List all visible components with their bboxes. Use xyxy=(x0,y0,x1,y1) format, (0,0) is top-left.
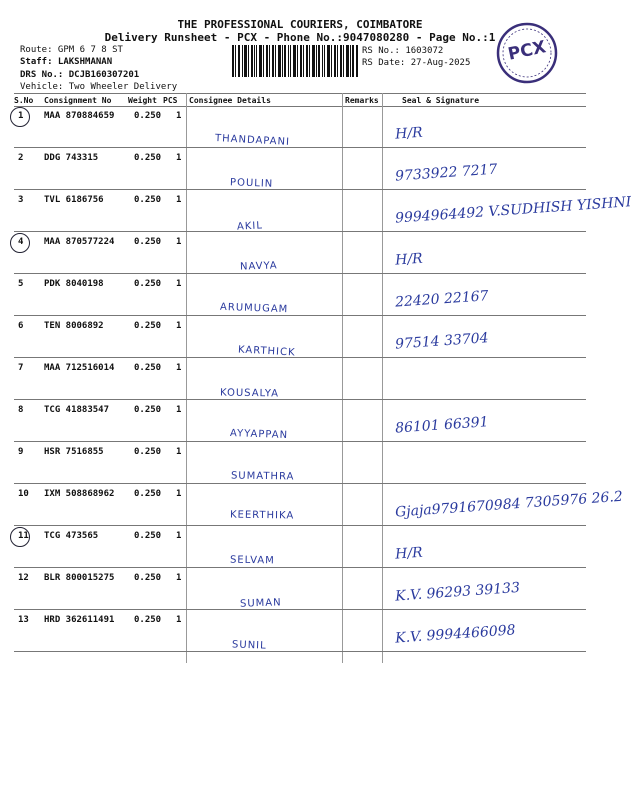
row-pcs: 1 xyxy=(176,321,182,331)
row-consignment-no: IXM 508868962 xyxy=(44,489,115,499)
row-divider xyxy=(14,147,586,148)
row-sno: 3 xyxy=(18,195,24,205)
row-sno: 7 xyxy=(18,363,24,373)
row-pcs: 1 xyxy=(176,573,182,583)
row-divider xyxy=(14,525,586,526)
rs-date: RS Date: 27-Aug-2025 xyxy=(362,58,471,68)
table-top-line xyxy=(14,93,586,94)
drs-number: DRS No.: DCJB160307201 xyxy=(20,70,140,80)
row-consignment-no: DDG 743315 xyxy=(44,153,99,163)
row-signature: K.V. 9994466098 xyxy=(394,622,517,647)
row-consignee-name: POULIN xyxy=(229,177,274,190)
row-pcs: 1 xyxy=(176,531,182,541)
row-weight: 0.250 xyxy=(134,111,162,121)
company-name: THE PROFESSIONAL COURIERS, COIMBATORE xyxy=(177,18,423,31)
row-consignee-name: SUNIL xyxy=(231,639,267,652)
row-consignee-name: KEERTHIKA xyxy=(229,509,295,522)
col-remarks: Remarks xyxy=(345,96,379,105)
row-weight: 0.250 xyxy=(134,321,162,331)
col-consignment: Consignment No xyxy=(44,96,112,105)
row-pcs: 1 xyxy=(176,363,182,373)
row-pcs: 1 xyxy=(176,153,182,163)
col-divider xyxy=(382,93,383,663)
row-consignee-name: SUMAN xyxy=(239,597,282,610)
row-divider xyxy=(14,609,586,610)
row-weight: 0.250 xyxy=(134,279,162,289)
barcode xyxy=(232,45,358,77)
col-pcs: PCS xyxy=(163,96,178,105)
col-sno: S.No xyxy=(14,96,34,105)
row-sno: 8 xyxy=(18,405,24,415)
row-consignee-name: KOUSALYA xyxy=(219,387,280,400)
row-consignment-no: MAA 712516014 xyxy=(44,363,115,373)
row-signature: H/R xyxy=(394,544,424,563)
row-consignment-no: TCG 473565 xyxy=(44,531,99,541)
sno-circle-mark xyxy=(10,233,30,253)
row-consignee-name: AYYAPPAN xyxy=(229,427,289,442)
stamp-label: PCX xyxy=(506,37,548,65)
row-signature: 9994964492 V.SUDHISH YISHNI xyxy=(394,194,632,227)
row-consignment-no: MAA 870577224 xyxy=(44,237,115,247)
row-consignee-name: SUMATHRA xyxy=(230,470,295,483)
row-weight: 0.250 xyxy=(134,153,162,163)
row-sno: 2 xyxy=(18,153,24,163)
row-pcs: 1 xyxy=(176,447,182,457)
route-text: Route: GPM 6 7 8 ST xyxy=(20,45,123,55)
row-signature: K.V. 96293 39133 xyxy=(394,579,521,605)
row-consignment-no: MAA 870884659 xyxy=(44,111,115,121)
row-consignee-name: AKIL xyxy=(236,220,264,233)
row-consignee-name: ARUMUGAM xyxy=(219,301,289,316)
row-sno: 4 xyxy=(18,237,24,247)
row-sno: 6 xyxy=(18,321,24,331)
row-signature: 9733922 7217 xyxy=(394,161,498,185)
row-pcs: 1 xyxy=(176,111,182,121)
row-sno: 1 xyxy=(18,111,24,121)
row-consignment-no: TCG 41883547 xyxy=(44,405,110,415)
row-weight: 0.250 xyxy=(134,447,162,457)
row-divider xyxy=(14,399,586,400)
row-consignee-name: NAVYA xyxy=(239,260,278,273)
row-consignment-no: PDK 8040198 xyxy=(44,279,104,289)
row-consignee-name: KARTHICK xyxy=(237,344,296,359)
row-pcs: 1 xyxy=(176,279,182,289)
row-consignee-name: THANDAPANI xyxy=(214,133,291,148)
row-weight: 0.250 xyxy=(134,615,162,625)
row-weight: 0.250 xyxy=(134,363,162,373)
row-sno: 5 xyxy=(18,279,24,289)
row-pcs: 1 xyxy=(176,615,182,625)
row-sno: 11 xyxy=(18,531,29,541)
row-signature: Gjaja9791670984 7305976 26.2 xyxy=(394,488,624,521)
sno-circle-mark xyxy=(10,107,30,127)
row-consignment-no: TVL 6186756 xyxy=(44,195,104,205)
rs-number: RS No.: 1603072 xyxy=(362,46,444,56)
col-divider xyxy=(342,93,343,663)
row-signature: 86101 66391 xyxy=(394,414,490,437)
col-consignee: Consignee Details xyxy=(189,96,271,105)
row-sno: 10 xyxy=(18,489,29,499)
runsheet-title: Delivery Runsheet - PCX - Phone No.:9047080280 - Page No.:1 xyxy=(104,31,496,44)
row-consignment-no: HSR 7516855 xyxy=(44,447,104,457)
row-weight: 0.250 xyxy=(134,489,162,499)
table-header-line xyxy=(14,106,586,107)
row-divider xyxy=(14,315,586,316)
row-sno: 13 xyxy=(18,615,29,625)
row-weight: 0.250 xyxy=(134,405,162,415)
row-signature: 22420 22167 xyxy=(394,288,490,311)
row-divider xyxy=(14,357,586,358)
col-signature: Seal & Signature xyxy=(402,96,480,105)
row-pcs: 1 xyxy=(176,237,182,247)
col-weight: Weight xyxy=(128,96,157,105)
row-consignment-no: TEN 8006892 xyxy=(44,321,104,331)
col-divider xyxy=(186,93,187,663)
row-signature: 97514 33704 xyxy=(394,330,490,353)
row-weight: 0.250 xyxy=(134,237,162,247)
row-divider xyxy=(14,231,586,232)
staff-text: Staff: LAKSHMANAN xyxy=(20,57,113,67)
row-divider xyxy=(14,567,586,568)
row-consignee-name: SELVAM xyxy=(229,554,275,567)
row-consignment-no: BLR 800015275 xyxy=(44,573,115,583)
row-signature: H/R xyxy=(394,250,424,269)
row-weight: 0.250 xyxy=(134,195,162,205)
row-sno: 9 xyxy=(18,447,24,457)
row-weight: 0.250 xyxy=(134,531,162,541)
pcx-stamp xyxy=(496,22,558,84)
row-pcs: 1 xyxy=(176,405,182,415)
row-divider xyxy=(14,441,586,442)
row-pcs: 1 xyxy=(176,195,182,205)
row-divider xyxy=(14,483,586,484)
vehicle-text: Vehicle: Two Wheeler Delivery xyxy=(20,82,178,92)
row-divider xyxy=(14,273,586,274)
row-sno: 12 xyxy=(18,573,29,583)
row-signature: H/R xyxy=(394,124,424,143)
row-divider xyxy=(14,189,586,190)
sno-circle-mark xyxy=(10,527,30,547)
row-divider xyxy=(14,651,586,652)
row-pcs: 1 xyxy=(176,489,182,499)
row-weight: 0.250 xyxy=(134,573,162,583)
row-consignment-no: HRD 362611491 xyxy=(44,615,115,625)
